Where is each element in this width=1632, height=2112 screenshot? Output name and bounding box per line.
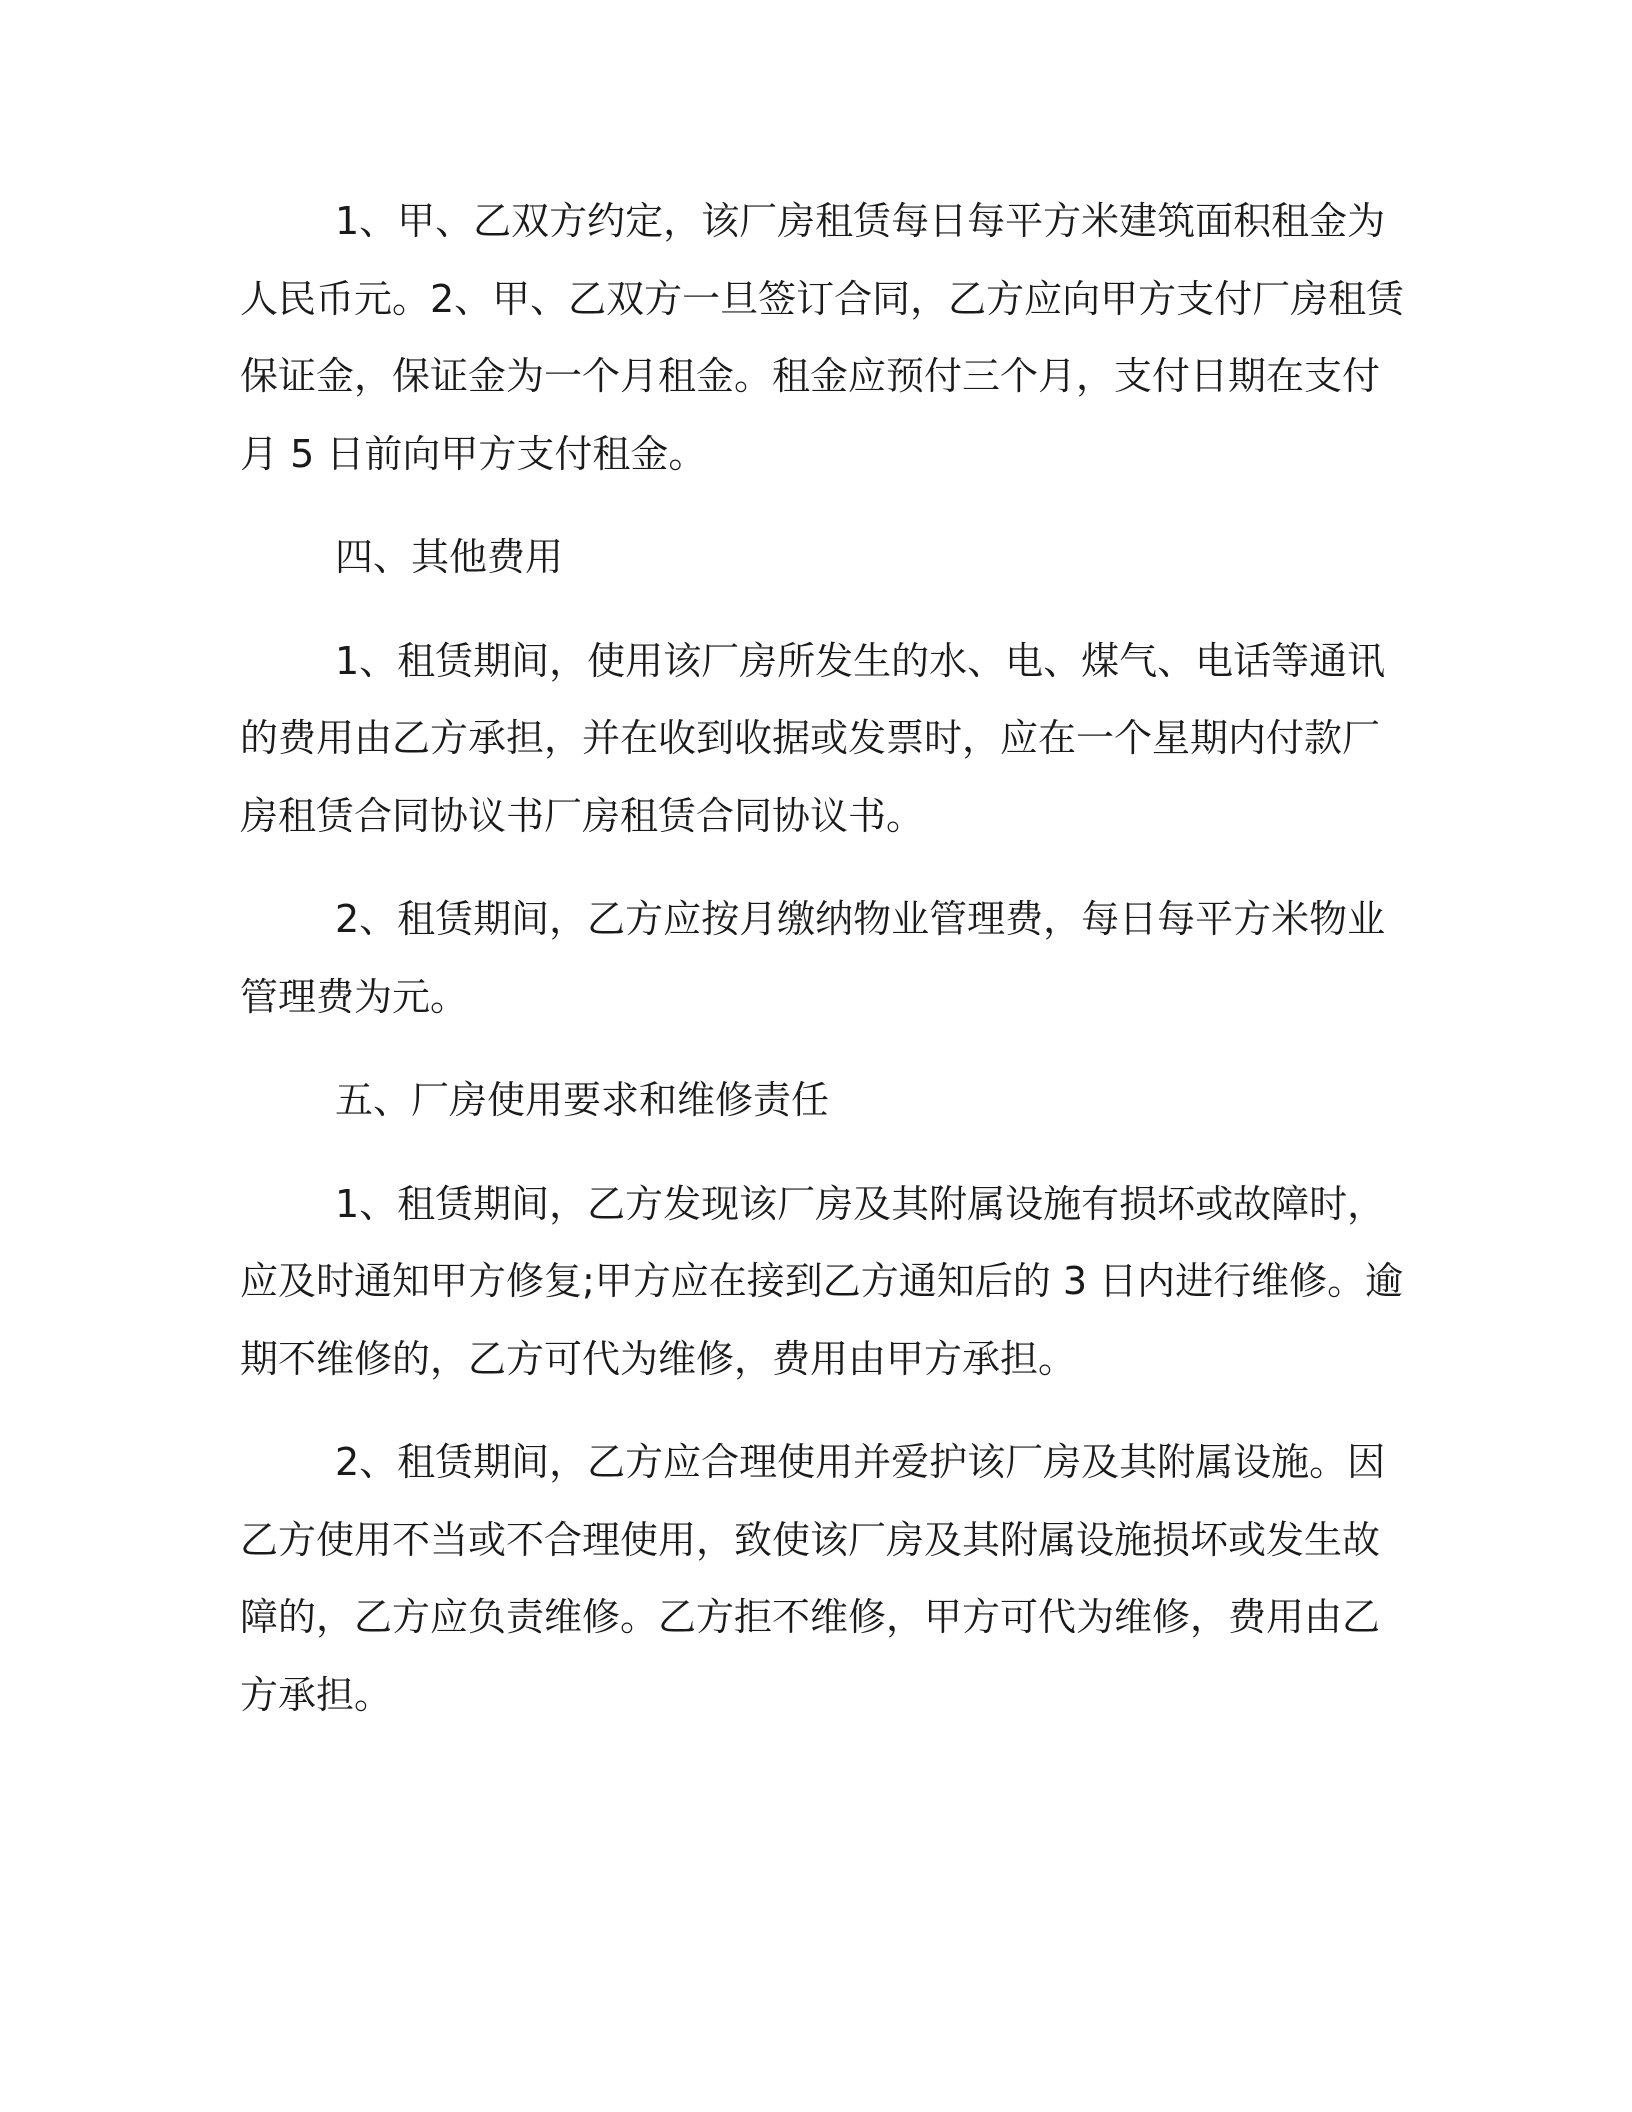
text-line: 管理费为元。 <box>240 974 469 1019</box>
section-heading-usage-maintenance <box>240 1062 1380 1140</box>
text-line: 月 5 日前向甲方支付租金。 <box>240 431 707 476</box>
heading-line: 四、其他费用 <box>335 535 564 579</box>
text-line: 1、甲、乙双方约定，该厂房租赁每日每平方米建筑面积租金为 <box>335 199 1386 243</box>
paragraph-rent-payment <box>240 183 1405 493</box>
text-line: 1、租赁期间，使用该厂房所发生的水、电、煤气、电话等通讯 <box>335 638 1386 683</box>
heading-line: 五、厂房使用要求和维修责任 <box>335 1078 830 1122</box>
paragraph-gap <box>240 1398 1380 1424</box>
paragraph-tenant-repairs <box>240 1424 1386 1734</box>
text-line: 乙方使用不当或不合理使用，致使该厂房及其附属设施损坏或发生故 <box>240 1517 1381 1562</box>
text-line: 障的，乙方应负责维修。乙方拒不维修，甲方可代为维修，费用由乙 <box>240 1595 1381 1639</box>
section-heading-other-fees <box>240 519 1380 597</box>
text-line: 方承担。 <box>240 1672 393 1717</box>
text-line: 1、租赁期间，乙方发现该厂房及其附属设施有损坏或故障时， <box>335 1181 1386 1226</box>
text-line: 的费用由乙方承担，并在收到收据或发票时，应在一个星期内付款厂 <box>240 716 1381 760</box>
paragraph-gap <box>240 1140 1380 1166</box>
text-line: 保证金，保证金为一个月租金。租金应预付三个月，支付日期在支付 <box>240 354 1381 398</box>
text-line: 2、租赁期间，乙方应按月缴纳物业管理费，每日每平方米物业 <box>335 897 1386 941</box>
paragraph-gap <box>240 597 1380 623</box>
document-body <box>240 183 1405 1734</box>
paragraph-property-management-fee <box>240 881 1386 1036</box>
paragraph-gap <box>240 493 1380 519</box>
paragraph-utility-fees <box>240 623 1386 856</box>
text-line: 应及时通知甲方修复;甲方应在接到乙方通知后的 3 日内进行维修。逾 <box>240 1259 1404 1303</box>
text-line: 期不维修的，乙方可代为维修，费用由甲方承担。 <box>240 1336 1077 1381</box>
paragraph-gap <box>240 1036 1380 1062</box>
text-line: 房租赁合同协议书厂房租赁合同协议书。 <box>240 793 925 838</box>
paragraph-gap <box>240 855 1380 881</box>
paragraph-landlord-repairs <box>240 1166 1404 1399</box>
text-line: 2、租赁期间，乙方应合理使用并爱护该厂房及其附属设施。因 <box>335 1440 1386 1484</box>
text-line: 人民币元。2、甲、乙双方一旦签订合同，乙方应向甲方支付厂房租赁 <box>240 276 1405 321</box>
